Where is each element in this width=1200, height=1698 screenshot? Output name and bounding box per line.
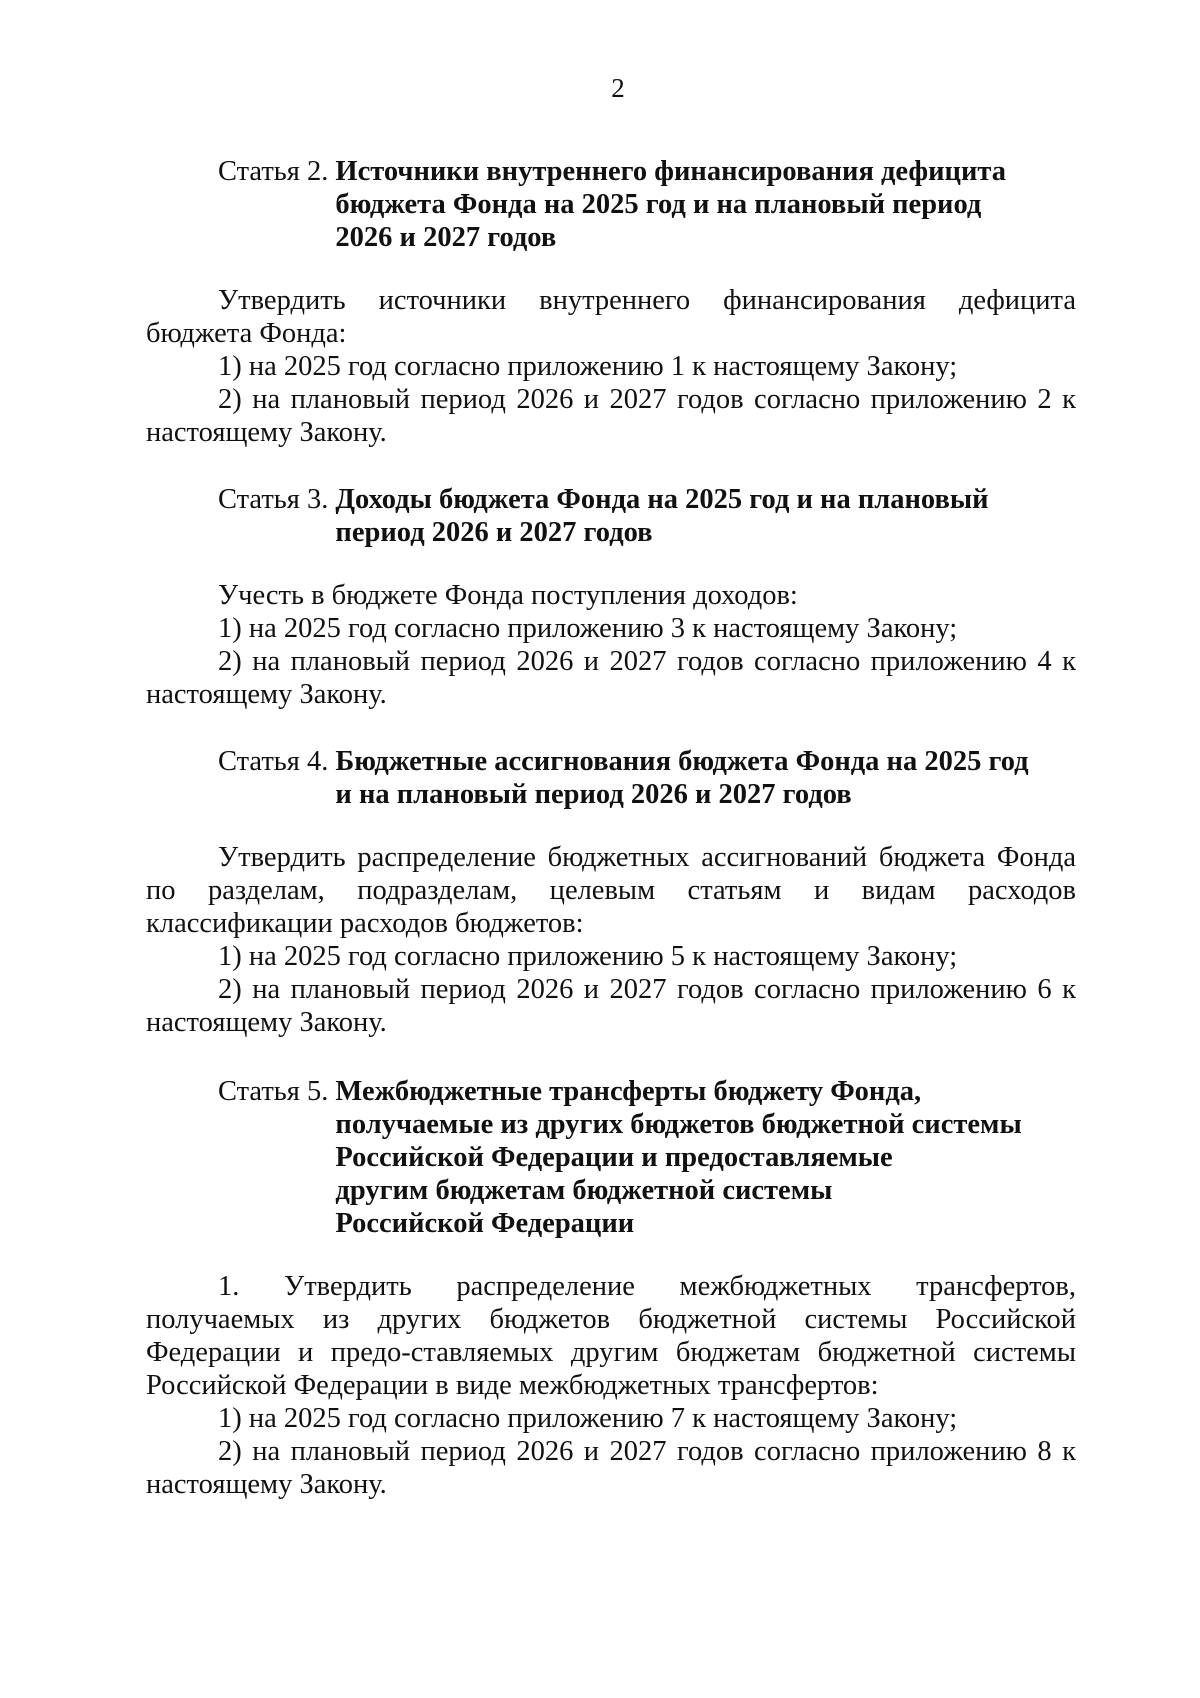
article-prefix: Статья 3.	[218, 484, 329, 515]
article-prefix: Статья 5.	[218, 1076, 329, 1107]
article-body	[146, 1270, 1076, 1501]
article-body	[146, 284, 1076, 449]
article-title-line: 2026 и 2027 годов	[335, 222, 557, 253]
paragraph: Утвердить источники внутреннего финансирования дефицита бюджета Фонда:	[146, 285, 1076, 349]
article-title-line: период 2026 и 2027 годов	[335, 517, 653, 548]
list-item: 1) на 2025 год согласно приложению 3 к настоящему Закону;	[218, 613, 958, 644]
article-body	[146, 841, 1076, 1039]
article-5	[146, 1075, 1076, 1501]
article-title-line: Доходы бюджета Фонда на 2025 год и на плановый	[335, 484, 989, 515]
paragraph: Утвердить распределение бюджетных ассигнований бюджета Фонда по разделам, подразделам, целевым статьям и видам расходов классификации расходов бюджетов:	[146, 842, 1076, 939]
list-item: 1) на 2025 год согласно приложению 7 к настоящему Закону;	[218, 1403, 958, 1434]
article-title	[335, 745, 1028, 811]
article-heading	[146, 155, 1076, 254]
article-title-line: Бюджетные ассигнования бюджета Фонда на 2025 год	[335, 746, 1029, 777]
list-item: 1) на 2025 год согласно приложению 5 к настоящему Закону;	[218, 941, 958, 972]
paragraph: 1. Утвердить распределение межбюджетных трансфертов, получаемых из других бюджетов бюджетной системы Российской Федерации и предо-ставляемых другим бюджетам бюджетной системы Российской Федерации в виде межбюджетных трансфертов:	[146, 1271, 1076, 1401]
list-item: 2) на плановый период 2026 и 2027 годов согласно приложению 8 к настоящему Закону.	[146, 1436, 1076, 1500]
list-item: 2) на плановый период 2026 и 2027 годов согласно приложению 6 к настоящему Закону.	[146, 974, 1076, 1038]
article-heading	[146, 745, 1076, 811]
article-title	[335, 155, 1006, 254]
article-title	[335, 483, 988, 549]
article-body	[146, 579, 1076, 711]
article-title-line: бюджета Фонда на 2025 год и на плановый период	[335, 189, 982, 220]
list-item: 2) на плановый период 2026 и 2027 годов согласно приложению 2 к настоящему Закону.	[146, 384, 1076, 448]
article-2	[146, 155, 1076, 449]
article-title-line: и на плановый период 2026 и 2027 годов	[335, 779, 852, 810]
article-title-line: получаемые из других бюджетов бюджетной системы	[335, 1109, 1022, 1140]
page-number: 2	[611, 73, 625, 103]
article-title	[335, 1075, 1021, 1240]
article-3	[146, 483, 1076, 711]
article-prefix: Статья 2.	[218, 156, 329, 187]
list-item: 1) на 2025 год согласно приложению 1 к настоящему Закону;	[218, 351, 958, 382]
list-item: 2) на плановый период 2026 и 2027 годов согласно приложению 4 к настоящему Закону.	[146, 646, 1076, 710]
article-title-line: Источники внутреннего финансирования дефицита	[335, 156, 1006, 187]
article-title-line: Российской Федерации и предоставляемые	[335, 1142, 893, 1173]
article-prefix: Статья 4.	[218, 746, 329, 777]
article-heading	[146, 483, 1076, 549]
article-title-line: Российской Федерации	[335, 1208, 635, 1239]
article-heading	[146, 1075, 1076, 1240]
article-title-line: другим бюджетам бюджетной системы	[335, 1175, 833, 1206]
article-4	[146, 745, 1076, 1039]
article-title-line: Межбюджетные трансферты бюджету Фонда,	[335, 1076, 922, 1107]
paragraph: Учесть в бюджете Фонда поступления доходов:	[218, 580, 798, 611]
